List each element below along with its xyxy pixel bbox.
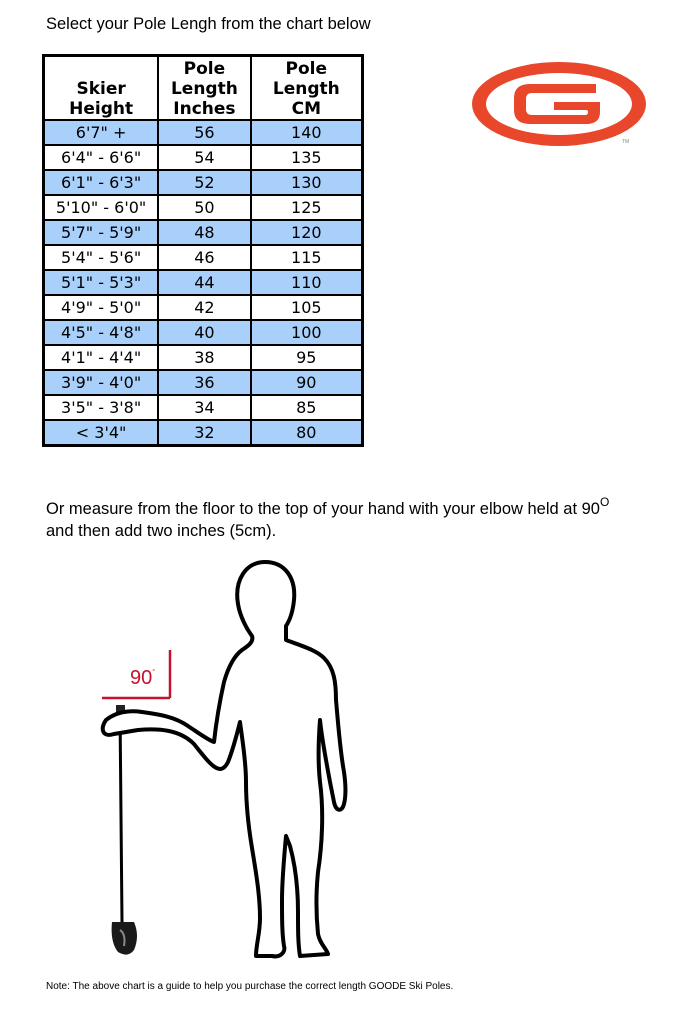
cm-cell: 80 bbox=[251, 420, 363, 446]
table-row bbox=[44, 370, 363, 395]
intro-heading: Select your Pole Lengh from the chart below bbox=[46, 15, 371, 33]
table-row bbox=[44, 145, 363, 170]
height-cell: 5'1" - 5'3" bbox=[44, 270, 159, 295]
header-line: Height bbox=[69, 99, 134, 119]
height-cell: 6'4" - 6'6" bbox=[44, 145, 159, 170]
inches-cell: 40 bbox=[158, 320, 250, 345]
height-cell: 6'1" - 6'3" bbox=[44, 170, 159, 195]
cm-cell: 135 bbox=[251, 145, 363, 170]
height-cell: 5'4" - 5'6" bbox=[44, 245, 159, 270]
inches-cell: 56 bbox=[158, 120, 250, 145]
cm-cell: 85 bbox=[251, 395, 363, 420]
table-row bbox=[44, 345, 363, 370]
pole-length-table bbox=[42, 54, 364, 447]
table-row bbox=[44, 295, 363, 320]
inches-cell: 42 bbox=[158, 295, 250, 320]
footnote: Note: The above chart is a guide to help you purchase the correct length GOODE Ski Poles. bbox=[46, 981, 454, 992]
inches-cell: 32 bbox=[158, 420, 250, 446]
cm-cell: 115 bbox=[251, 245, 363, 270]
goode-logo bbox=[468, 58, 650, 150]
body-outline bbox=[103, 562, 346, 956]
height-cell: 3'5" - 3'8" bbox=[44, 395, 159, 420]
inches-cell: 36 bbox=[158, 370, 250, 395]
height-cell: 5'10" - 6'0" bbox=[44, 195, 159, 220]
height-cell: 5'7" - 5'9" bbox=[44, 220, 159, 245]
trademark-mark: TM bbox=[622, 139, 630, 145]
measure-line-1: Or measure from the floor to the top of your hand with your elbow held at 90 bbox=[46, 500, 600, 518]
cm-cell: 95 bbox=[251, 345, 363, 370]
header-pole-cm bbox=[251, 56, 363, 121]
degree-mark: O bbox=[599, 495, 610, 509]
inches-cell: 54 bbox=[158, 145, 250, 170]
inches-cell: 48 bbox=[158, 220, 250, 245]
angle-value: 90 bbox=[130, 667, 153, 689]
table-row bbox=[44, 320, 363, 345]
header-line: CM bbox=[291, 99, 321, 119]
inches-cell: 46 bbox=[158, 245, 250, 270]
cm-cell: 130 bbox=[251, 170, 363, 195]
inches-cell: 44 bbox=[158, 270, 250, 295]
height-cell: < 3'4" bbox=[44, 420, 159, 446]
table-row bbox=[44, 420, 363, 446]
table-row bbox=[44, 220, 363, 245]
inches-cell: 34 bbox=[158, 395, 250, 420]
cm-cell: 125 bbox=[251, 195, 363, 220]
inches-cell: 50 bbox=[158, 195, 250, 220]
cm-cell: 90 bbox=[251, 370, 363, 395]
table-row bbox=[44, 195, 363, 220]
cm-cell: 140 bbox=[251, 120, 363, 145]
measure-instructions bbox=[46, 495, 666, 542]
header-line: Pole bbox=[183, 59, 226, 79]
human-figure-illustration bbox=[90, 550, 420, 970]
measure-line-2: and then add two inches (5cm). bbox=[46, 522, 277, 540]
height-cell: 4'1" - 4'4" bbox=[44, 345, 159, 370]
inches-cell: 38 bbox=[158, 345, 250, 370]
header-skier-height bbox=[44, 56, 159, 121]
table-header-row bbox=[44, 56, 363, 121]
cm-cell: 110 bbox=[251, 270, 363, 295]
cm-cell: 100 bbox=[251, 320, 363, 345]
table-row bbox=[44, 395, 363, 420]
header-pole-inches bbox=[158, 56, 250, 121]
height-cell: 6'7" + bbox=[44, 120, 159, 145]
height-cell: 3'9" - 4'0" bbox=[44, 370, 159, 395]
header-line: Length bbox=[170, 79, 238, 99]
table-row bbox=[44, 120, 363, 145]
cm-cell: 105 bbox=[251, 295, 363, 320]
angle-degree-mark: ° bbox=[152, 669, 156, 676]
height-cell: 4'5" - 4'8" bbox=[44, 320, 159, 345]
table-row bbox=[44, 270, 363, 295]
header-line: Length bbox=[272, 79, 340, 99]
cm-cell: 120 bbox=[251, 220, 363, 245]
inches-cell: 52 bbox=[158, 170, 250, 195]
table-row bbox=[44, 245, 363, 270]
header-line: Pole bbox=[285, 59, 328, 79]
table-row bbox=[44, 170, 363, 195]
height-cell: 4'9" - 5'0" bbox=[44, 295, 159, 320]
ski-pole bbox=[112, 705, 137, 955]
angle-label bbox=[130, 667, 155, 690]
header-line: Inches bbox=[173, 99, 236, 119]
header-line: Skier bbox=[76, 79, 126, 99]
